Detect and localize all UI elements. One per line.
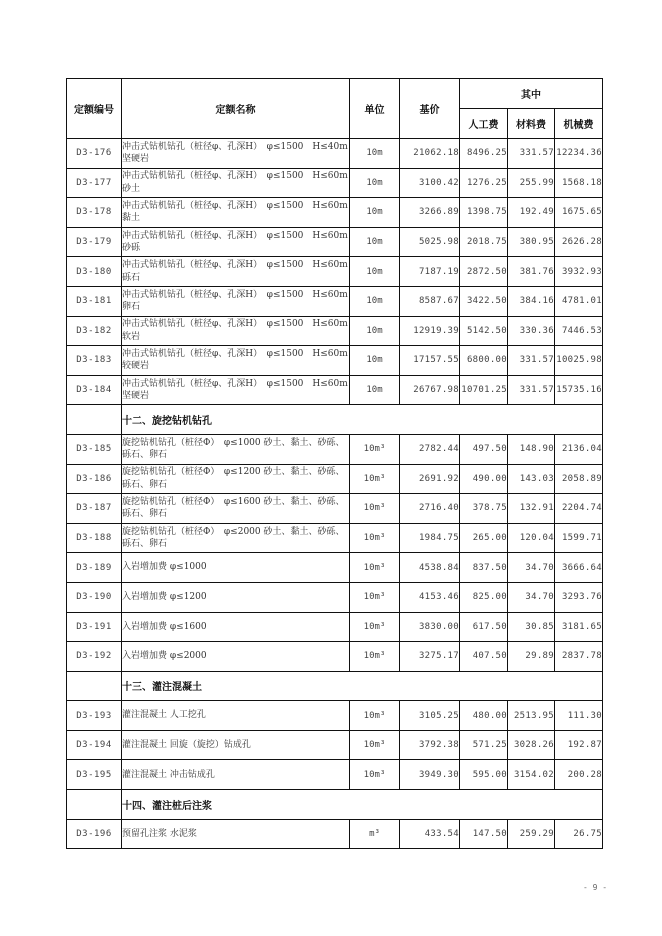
material-cost: 330.36 (508, 316, 555, 346)
labor-cost: 490.00 (460, 464, 508, 494)
machinery-cost: 192.87 (555, 730, 603, 760)
quota-code: D3-179 (67, 227, 122, 257)
base-price: 1984.75 (400, 523, 460, 553)
quota-code: D3-176 (67, 139, 122, 169)
unit: 10m³ (350, 612, 400, 642)
quota-code: D3-195 (67, 760, 122, 790)
material-cost: 34.70 (508, 582, 555, 612)
base-price: 3792.38 (400, 730, 460, 760)
quota-name: 灌注混凝土 冲击钻成孔 (122, 760, 350, 790)
quota-code: D3-191 (67, 612, 122, 642)
labor-cost: 571.25 (460, 730, 508, 760)
quota-code: D3-177 (67, 168, 122, 198)
unit: 10m³ (350, 553, 400, 583)
machinery-cost: 200.28 (555, 760, 603, 790)
table-row (67, 523, 603, 553)
base-price: 21062.18 (400, 139, 460, 169)
material-cost: 331.57 (508, 139, 555, 169)
unit: 10m³ (350, 642, 400, 672)
table-row (67, 553, 603, 583)
material-cost: 132.91 (508, 494, 555, 524)
machinery-cost: 10025.98 (555, 346, 603, 376)
header-machinery: 机械费 (555, 109, 603, 139)
labor-cost: 5142.50 (460, 316, 508, 346)
labor-cost: 2872.50 (460, 257, 508, 287)
quota-code: D3-187 (67, 494, 122, 524)
base-price: 12919.39 (400, 316, 460, 346)
table-row (67, 286, 603, 316)
material-cost: 259.29 (508, 819, 555, 849)
machinery-cost: 12234.36 (555, 139, 603, 169)
quota-name: 冲击式钻机钻孔（桩径φ、孔深H） φ≤1500 H≤60m 砾石 (122, 257, 350, 287)
material-cost: 34.70 (508, 553, 555, 583)
header-unit: 单位 (350, 79, 400, 139)
quota-code: D3-182 (67, 316, 122, 346)
labor-cost: 6800.00 (460, 346, 508, 376)
section-code-cell (67, 671, 122, 701)
machinery-cost: 7446.53 (555, 316, 603, 346)
material-cost: 3154.02 (508, 760, 555, 790)
quota-name: 入岩增加费 φ≤1000 (122, 553, 350, 583)
labor-cost: 480.00 (460, 701, 508, 731)
labor-cost: 3422.50 (460, 286, 508, 316)
base-price: 5025.98 (400, 227, 460, 257)
machinery-cost: 3666.64 (555, 553, 603, 583)
quota-name: 冲击式钻机钻孔（桩径φ、孔深H） φ≤1500 H≤60m 软岩 (122, 316, 350, 346)
unit: 10m³ (350, 523, 400, 553)
quota-name: 灌注混凝土 回旋（旋挖）钻成孔 (122, 730, 350, 760)
labor-cost: 825.00 (460, 582, 508, 612)
table-body (67, 139, 603, 849)
machinery-cost: 3932.93 (555, 257, 603, 287)
quota-name: 冲击式钻机钻孔（桩径φ、孔深H） φ≤1500 H≤60m 较硬岩 (122, 346, 350, 376)
labor-cost: 837.50 (460, 553, 508, 583)
labor-cost: 10701.25 (460, 375, 508, 405)
quota-code: D3-188 (67, 523, 122, 553)
quota-name: 冲击式钻机钻孔（桩径φ、孔深H） φ≤1500 H≤60m 卵石 (122, 286, 350, 316)
machinery-cost: 1568.18 (555, 168, 603, 198)
material-cost: 29.89 (508, 642, 555, 672)
table-row (67, 760, 603, 790)
quota-code: D3-189 (67, 553, 122, 583)
material-cost: 2513.95 (508, 701, 555, 731)
quota-name: 冲击式钻机钻孔（桩径φ、孔深H） φ≤1500 H≤60m 砂土 (122, 168, 350, 198)
material-cost: 120.04 (508, 523, 555, 553)
material-cost: 331.57 (508, 346, 555, 376)
header-labor: 人工费 (460, 109, 508, 139)
table-row (67, 316, 603, 346)
table-row (67, 139, 603, 169)
section-title: 十二、旋挖钻机钻孔 (122, 405, 603, 435)
table-row (67, 198, 603, 228)
table-row (67, 434, 603, 464)
unit: 10m³ (350, 760, 400, 790)
table-row (67, 346, 603, 376)
section-title: 十四、灌注桩后注浆 (122, 790, 603, 820)
quota-name: 旋挖钻机钻孔（桩径Φ） φ≤1000 砂土、黏土、砂砾、砾石、卵石 (122, 434, 350, 464)
quota-name: 入岩增加费 φ≤1600 (122, 612, 350, 642)
section-code-cell (67, 790, 122, 820)
unit: 10m³ (350, 730, 400, 760)
quota-name: 预留孔注浆 水泥浆 (122, 819, 350, 849)
machinery-cost: 15735.16 (555, 375, 603, 405)
quota-name: 旋挖钻机钻孔（桩径Φ） φ≤1600 砂土、黏土、砂砾、砾石、卵石 (122, 494, 350, 524)
table-row (67, 642, 603, 672)
base-price: 4538.84 (400, 553, 460, 583)
base-price: 3105.25 (400, 701, 460, 731)
table-row (67, 582, 603, 612)
quota-name: 冲击式钻机钻孔（桩径φ、孔深H） φ≤1500 H≤40m 坚硬岩 (122, 139, 350, 169)
quota-code: D3-192 (67, 642, 122, 672)
labor-cost: 265.00 (460, 523, 508, 553)
material-cost: 192.49 (508, 198, 555, 228)
labor-cost: 378.75 (460, 494, 508, 524)
quota-code: D3-180 (67, 257, 122, 287)
labor-cost: 8496.25 (460, 139, 508, 169)
unit: 10m (350, 316, 400, 346)
material-cost: 255.99 (508, 168, 555, 198)
unit: 10m (350, 168, 400, 198)
page-number: - 9 - (583, 883, 608, 892)
base-price: 2716.40 (400, 494, 460, 524)
base-price: 2782.44 (400, 434, 460, 464)
unit: 10m³ (350, 701, 400, 731)
material-cost: 148.90 (508, 434, 555, 464)
labor-cost: 1276.25 (460, 168, 508, 198)
base-price: 3100.42 (400, 168, 460, 198)
section-title: 十三、灌注混凝土 (122, 671, 603, 701)
base-price: 3830.00 (400, 612, 460, 642)
machinery-cost: 1675.65 (555, 198, 603, 228)
unit: m³ (350, 819, 400, 849)
machinery-cost: 3293.76 (555, 582, 603, 612)
table-row (67, 701, 603, 731)
unit: 10m (350, 227, 400, 257)
quota-code: D3-196 (67, 819, 122, 849)
header-code: 定额编号 (67, 79, 122, 139)
unit: 10m (350, 139, 400, 169)
unit: 10m (350, 198, 400, 228)
unit: 10m (350, 346, 400, 376)
machinery-cost: 2204.74 (555, 494, 603, 524)
section-row (67, 790, 603, 820)
quota-name: 入岩增加费 φ≤1200 (122, 582, 350, 612)
quota-name: 旋挖钻机钻孔（桩径Φ） φ≤2000 砂土、黏土、砂砾、砾石、卵石 (122, 523, 350, 553)
quota-name: 入岩增加费 φ≤2000 (122, 642, 350, 672)
quota-name: 冲击式钻机钻孔（桩径φ、孔深H） φ≤1500 H≤60m 坚硬岩 (122, 375, 350, 405)
labor-cost: 595.00 (460, 760, 508, 790)
table-row (67, 730, 603, 760)
base-price: 3275.17 (400, 642, 460, 672)
quota-table (66, 78, 603, 849)
material-cost: 384.16 (508, 286, 555, 316)
unit: 10m (350, 257, 400, 287)
base-price: 4153.46 (400, 582, 460, 612)
unit: 10m (350, 375, 400, 405)
table-row (67, 168, 603, 198)
quota-name: 灌注混凝土 人工挖孔 (122, 701, 350, 731)
quota-code: D3-194 (67, 730, 122, 760)
labor-cost: 147.50 (460, 819, 508, 849)
machinery-cost: 1599.71 (555, 523, 603, 553)
base-price: 433.54 (400, 819, 460, 849)
machinery-cost: 2058.89 (555, 464, 603, 494)
labor-cost: 407.50 (460, 642, 508, 672)
section-code-cell (67, 405, 122, 435)
table-row (67, 227, 603, 257)
header-material: 材料费 (508, 109, 555, 139)
material-cost: 380.95 (508, 227, 555, 257)
machinery-cost: 111.30 (555, 701, 603, 731)
table-row (67, 494, 603, 524)
labor-cost: 1398.75 (460, 198, 508, 228)
quota-code: D3-193 (67, 701, 122, 731)
machinery-cost: 26.75 (555, 819, 603, 849)
table-row (67, 257, 603, 287)
table-row (67, 375, 603, 405)
base-price: 8587.67 (400, 286, 460, 316)
quota-name: 旋挖钻机钻孔（桩径Φ） φ≤1200 砂土、黏土、砂砾、砾石、卵石 (122, 464, 350, 494)
material-cost: 381.76 (508, 257, 555, 287)
machinery-cost: 3181.65 (555, 612, 603, 642)
quota-code: D3-184 (67, 375, 122, 405)
labor-cost: 2018.75 (460, 227, 508, 257)
machinery-cost: 2626.28 (555, 227, 603, 257)
section-row (67, 405, 603, 435)
base-price: 2691.92 (400, 464, 460, 494)
base-price: 3949.30 (400, 760, 460, 790)
quota-code: D3-181 (67, 286, 122, 316)
quota-code: D3-178 (67, 198, 122, 228)
material-cost: 30.85 (508, 612, 555, 642)
base-price: 17157.55 (400, 346, 460, 376)
machinery-cost: 2837.78 (555, 642, 603, 672)
machinery-cost: 4781.01 (555, 286, 603, 316)
quota-code: D3-183 (67, 346, 122, 376)
unit: 10m³ (350, 494, 400, 524)
section-row (67, 671, 603, 701)
quota-name: 冲击式钻机钻孔（桩径φ、孔深H） φ≤1500 H≤60m 砂砾 (122, 227, 350, 257)
labor-cost: 497.50 (460, 434, 508, 464)
base-price: 7187.19 (400, 257, 460, 287)
unit: 10m³ (350, 464, 400, 494)
material-cost: 331.57 (508, 375, 555, 405)
table-row (67, 612, 603, 642)
table-row (67, 464, 603, 494)
header-of-which: 其中 (460, 79, 603, 109)
unit: 10m³ (350, 582, 400, 612)
unit: 10m³ (350, 434, 400, 464)
labor-cost: 617.50 (460, 612, 508, 642)
header-name: 定额名称 (122, 79, 350, 139)
base-price: 26767.98 (400, 375, 460, 405)
quota-name: 冲击式钻机钻孔（桩径φ、孔深H） φ≤1500 H≤60m 黏土 (122, 198, 350, 228)
material-cost: 3028.26 (508, 730, 555, 760)
quota-code: D3-190 (67, 582, 122, 612)
header-base-price: 基价 (400, 79, 460, 139)
quota-code: D3-186 (67, 464, 122, 494)
base-price: 3266.89 (400, 198, 460, 228)
machinery-cost: 2136.04 (555, 434, 603, 464)
table-row (67, 819, 603, 849)
material-cost: 143.03 (508, 464, 555, 494)
unit: 10m (350, 286, 400, 316)
quota-code: D3-185 (67, 434, 122, 464)
